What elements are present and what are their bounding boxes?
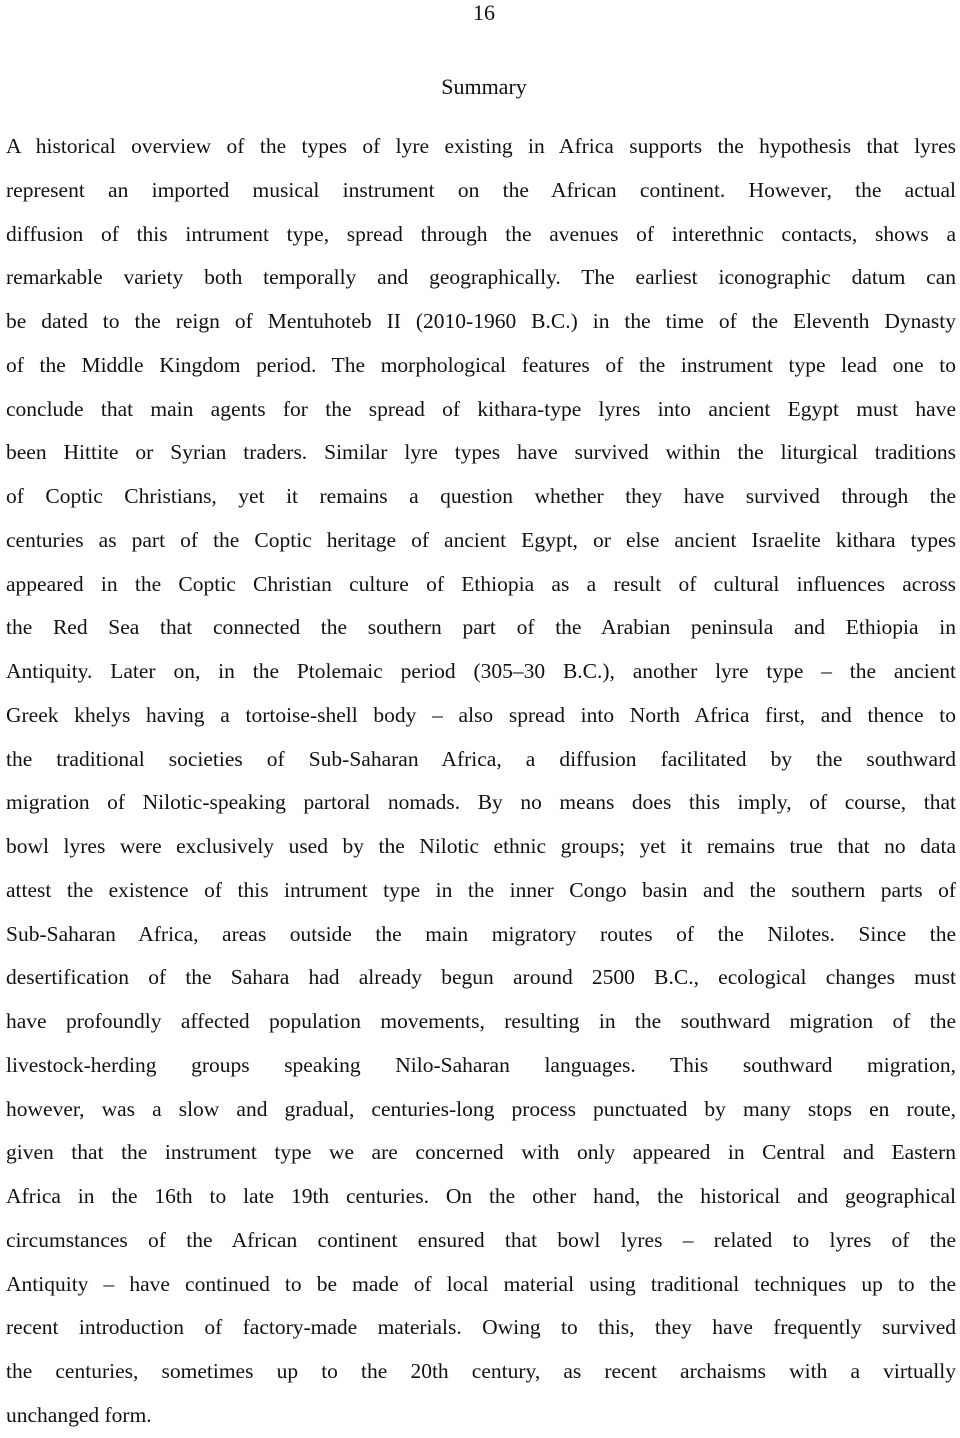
text-line: have profoundly affected population movements, resulting in the southward migration of the xyxy=(6,1009,956,1033)
text-line: Greek khelys having a tortoise-shell body – also spread into North Africa first, and thence to xyxy=(6,702,956,727)
page-heading: Summary xyxy=(441,74,527,99)
text-line: of the Middle Kingdom period. The morphological features of the instrument type lead one to xyxy=(6,352,956,377)
text-line: be dated to the reign of Mentuhoteb II (2010-1960 B.C.) in the time of the Eleventh Dynasty xyxy=(6,309,956,333)
text-line: Antiquity. Later on, in the Ptolemaic period (305–30 B.C.), another lyre type – the ancient xyxy=(6,659,956,683)
text-line: diffusion of this intrument type, spread through the avenues of interethnic contacts, shows a xyxy=(6,221,956,246)
text-line: represent an imported musical instrument on the African continent. However, the actual xyxy=(6,177,956,202)
text-line: recent introduction of factory-made materials. Owing to this, they have frequently survived xyxy=(6,1315,956,1340)
text-line: bowl lyres were exclusively used by the Nilotic ethnic groups; yet it remains true that no data xyxy=(6,834,956,858)
text-line: centuries as part of the Coptic heritage of ancient Egypt, or else ancient Israelite kithara types xyxy=(6,527,956,552)
text-line: however, was a slow and gradual, centuries-long process punctuated by many stops en route, xyxy=(6,1096,956,1121)
text-line: conclude that main agents for the spread of kithara-type lyres into ancient Egypt must have xyxy=(6,396,956,421)
text-line: Africa in the 16th to late 19th centuries. On the other hand, the historical and geographical xyxy=(6,1184,956,1208)
text-line: migration of Nilotic-speaking partoral nomads. By no means does this imply, of course, that xyxy=(6,790,956,815)
text-line: A historical overview of the types of lyre existing in Africa supports the hypothesis that lyres xyxy=(6,134,956,158)
text-line: remarkable variety both temporally and geographically. The earliest iconographic datum can xyxy=(6,265,956,290)
text-line: been Hittite or Syrian traders. Similar lyre types have survived within the liturgical traditions xyxy=(6,440,956,465)
text-line: unchanged form. xyxy=(6,1402,152,1427)
text-line: Sub-Saharan Africa, areas outside the main migratory routes of the Nilotes. Since the xyxy=(6,921,956,946)
text-line: appeared in the Coptic Christian culture of Ethiopia as a result of cultural influences across xyxy=(6,571,956,596)
text-line: Antiquity – have continued to be made of local material using traditional techniques up to the xyxy=(6,1271,956,1296)
text-line: circumstances of the African continent ensured that bowl lyres – related to lyres of the xyxy=(6,1227,956,1252)
text-line: attest the existence of this intrument type in the inner Congo basin and the southern parts of xyxy=(6,877,956,902)
text-line: livestock-herding groups speaking Nilo-Saharan languages. This southward migration, xyxy=(6,1052,956,1077)
summary-paragraph xyxy=(6,125,956,1438)
text-line: the centuries, sometimes up to the 20th century, as recent archaisms with a virtually xyxy=(6,1359,956,1383)
text-line: the Red Sea that connected the southern part of the Arabian peninsula and Ethiopia in xyxy=(6,615,956,640)
page-number: 16 xyxy=(473,0,495,25)
text-line: desertification of the Sahara had already begun around 2500 B.C., ecological changes must xyxy=(6,965,956,990)
text-line: of Coptic Christians, yet it remains a question whether they have survived through the xyxy=(6,484,956,508)
text-line: given that the instrument type we are concerned with only appeared in Central and Eastern xyxy=(6,1140,956,1165)
text-line: the traditional societies of Sub-Saharan Africa, a diffusion facilitated by the southward xyxy=(6,746,956,771)
